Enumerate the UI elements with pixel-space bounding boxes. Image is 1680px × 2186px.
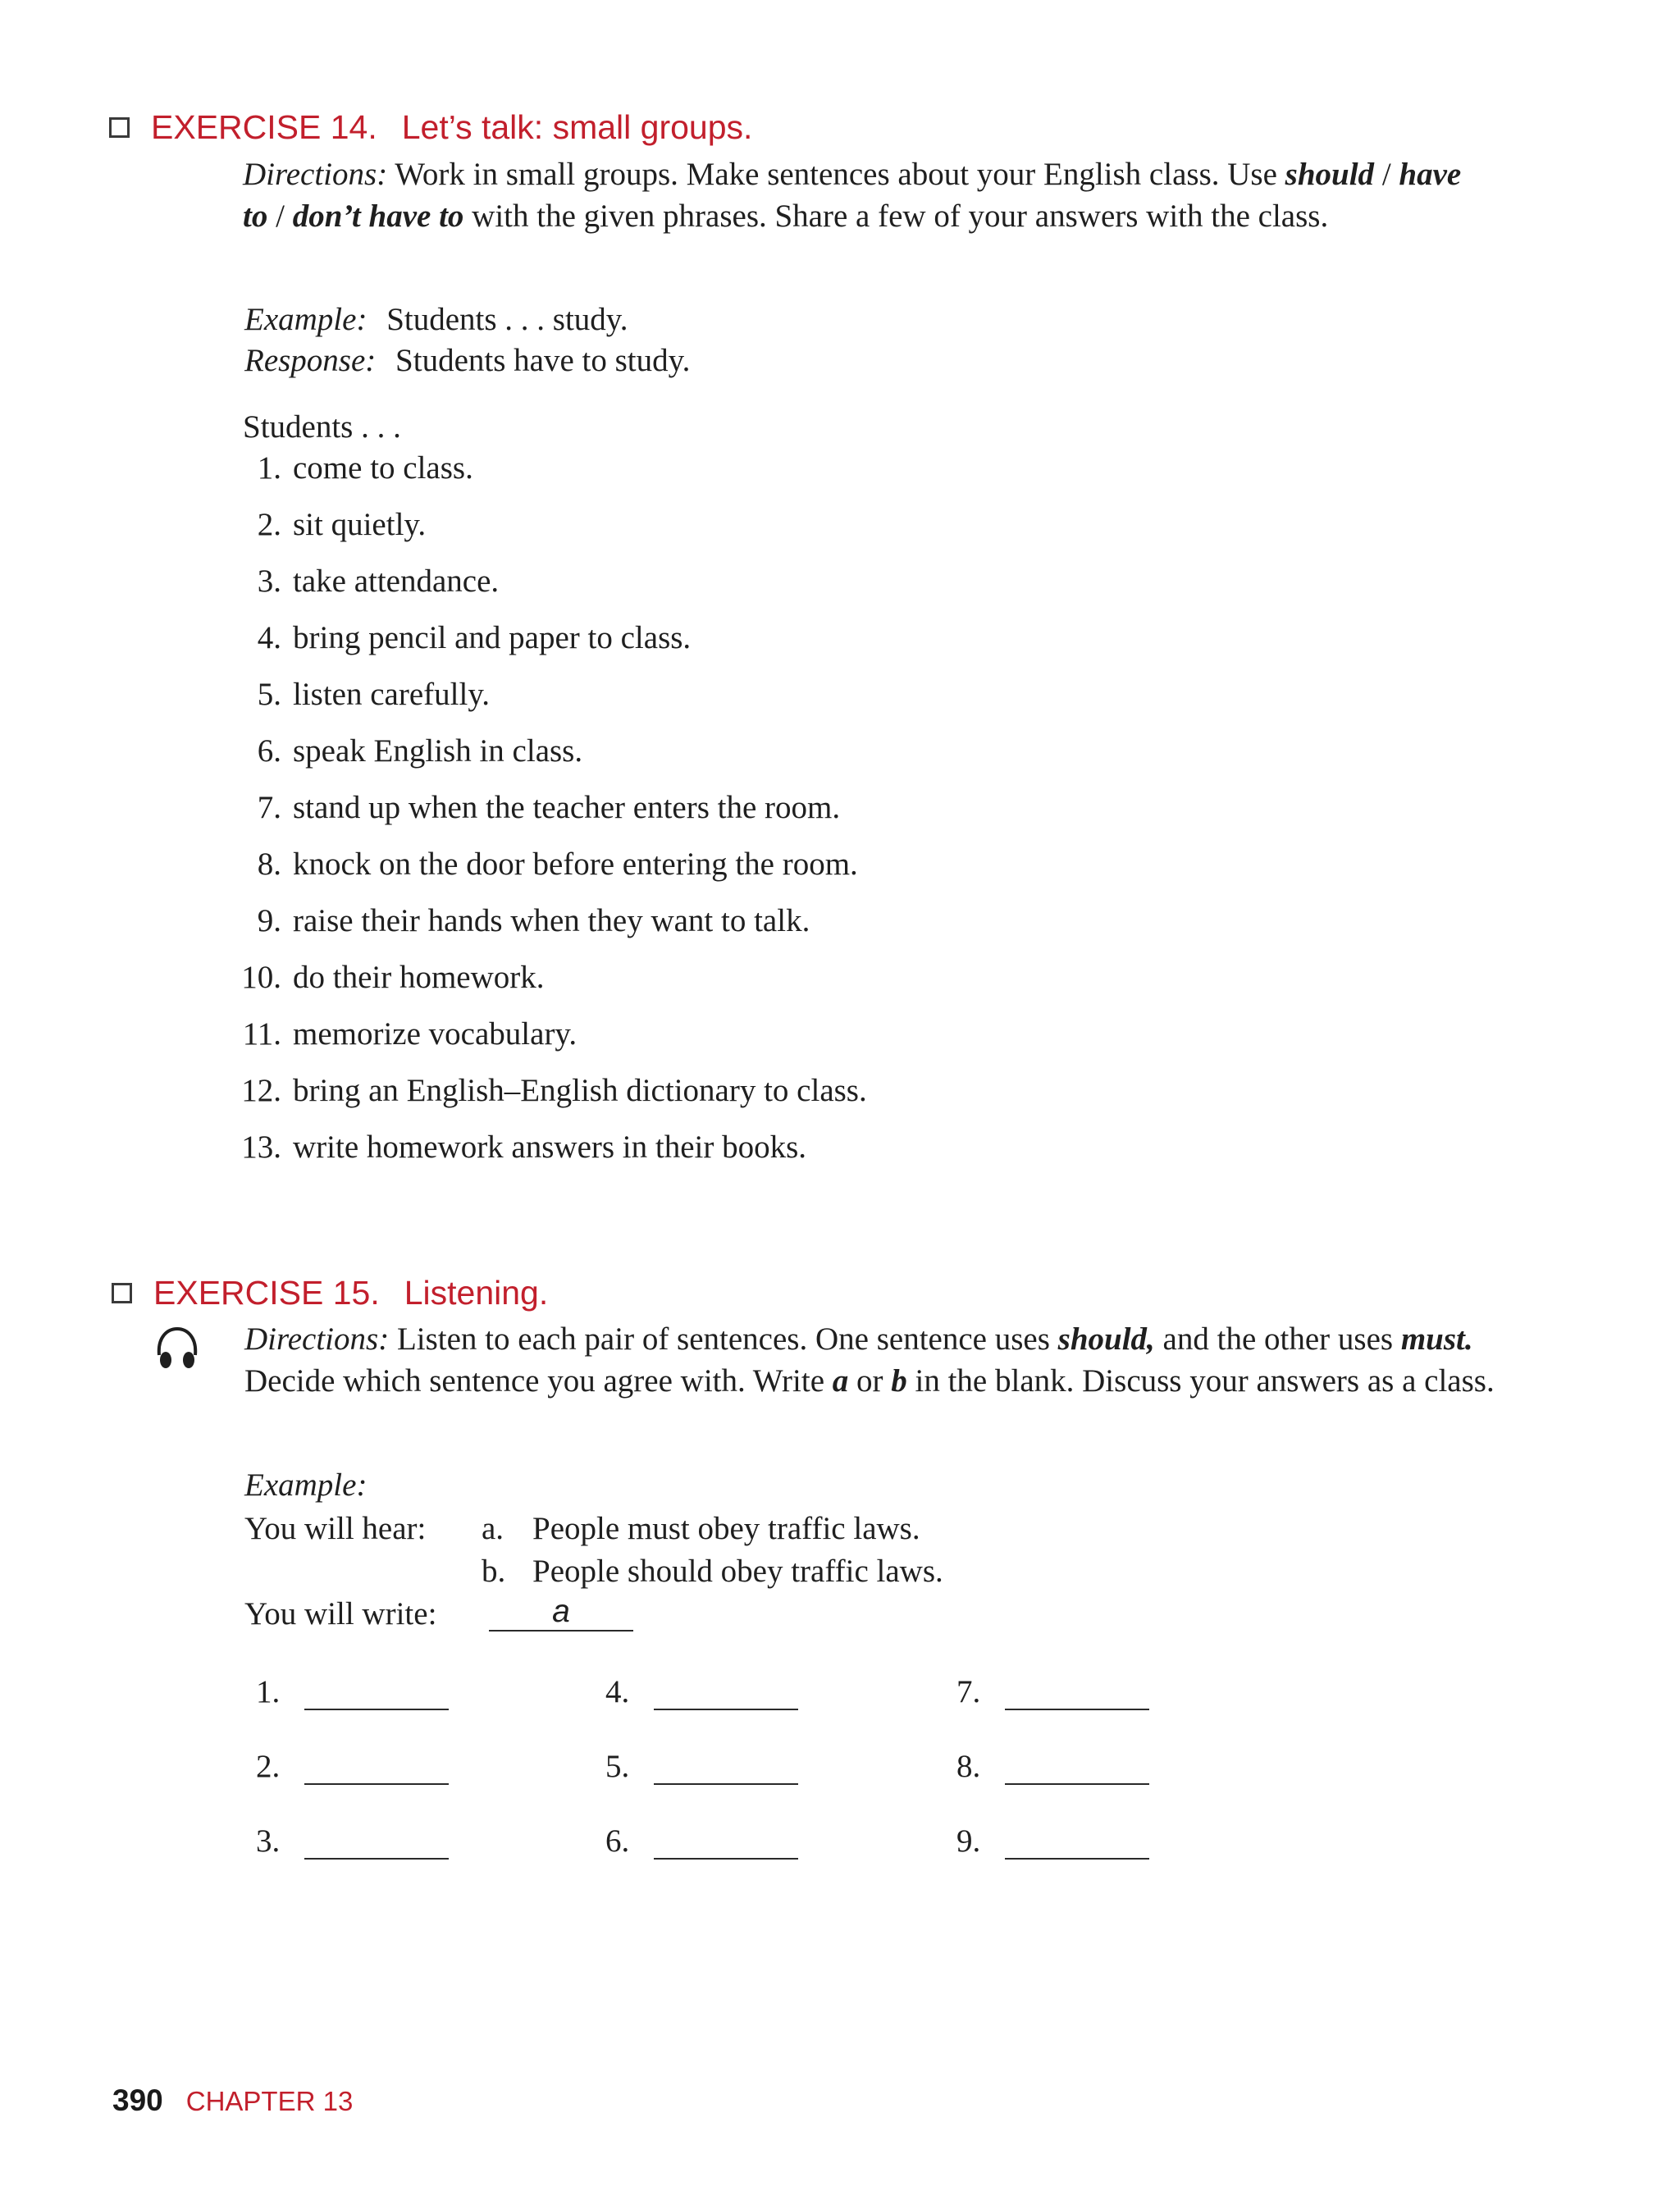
answer-line[interactable] [654, 1833, 798, 1860]
list-item [232, 956, 867, 1013]
blank-number: 7. [956, 1674, 981, 1709]
directions-text: Listen to each pair of sentences. One sentence uses [389, 1321, 1058, 1357]
answer-line[interactable] [1005, 1684, 1149, 1710]
answer-line[interactable] [304, 1684, 449, 1710]
keyword-dont-have-to: don’t have to [292, 199, 464, 234]
item-number: 4. [257, 620, 281, 655]
keyword-have-to: have to [243, 157, 1462, 234]
item-number: 6. [257, 733, 281, 769]
list-item [232, 787, 867, 843]
list-item [232, 900, 867, 956]
exercise-14-list [232, 447, 867, 1183]
answer-blank-1[interactable] [256, 1673, 449, 1710]
list-item [232, 1070, 867, 1126]
directions-label: Directions: [244, 1321, 390, 1357]
item-text: write homework answers in their books. [293, 1130, 807, 1165]
item-number: 9. [257, 903, 281, 938]
list-item [232, 447, 867, 504]
hear-b-letter: b. [482, 1554, 506, 1589]
directions-text: with the given phrases. Share a few of your answers with the class. [463, 199, 1329, 234]
answer-line[interactable] [654, 1759, 798, 1785]
item-text: sit quietly. [293, 507, 427, 542]
hear-label: You will hear: [244, 1511, 427, 1546]
item-text: take attendance. [293, 564, 500, 599]
blank-number: 2. [256, 1749, 281, 1784]
answer-line[interactable] [304, 1833, 449, 1860]
headphones-icon [153, 1326, 202, 1371]
directions-text: and the other uses [1154, 1321, 1401, 1357]
item-number: 1. [257, 450, 281, 486]
list-lead: Students . . . [243, 409, 401, 445]
answer-blank-3[interactable] [256, 1823, 449, 1860]
separator: / [267, 199, 293, 234]
item-number: 11. [242, 1016, 281, 1052]
hear-b-text: People should obey traffic laws. [532, 1554, 943, 1589]
answer-blank-4[interactable] [605, 1673, 798, 1710]
list-item [232, 504, 867, 560]
example-text: Students . . . study. [386, 302, 628, 337]
answer-line[interactable] [654, 1684, 798, 1710]
directions-text: Work in small groups. Make sentences about your English class. Use [387, 157, 1285, 192]
item-text: memorize vocabulary. [293, 1016, 578, 1052]
exercise-title: Let’s talk: small groups. [401, 108, 753, 146]
item-number: 2. [257, 507, 281, 542]
item-number: 3. [257, 564, 281, 599]
keyword-a: a [832, 1363, 849, 1399]
list-item [232, 730, 867, 787]
blank-number: 3. [256, 1823, 281, 1859]
directions-label: Directions: [243, 157, 388, 192]
list-item [232, 560, 867, 617]
example-label: Example: [244, 302, 368, 337]
answer-blank-5[interactable] [605, 1748, 798, 1785]
item-text: listen carefully. [293, 677, 491, 712]
item-number: 8. [257, 847, 281, 882]
exercise-15-heading [112, 1274, 548, 1312]
example-answer-blank: a [489, 1595, 633, 1632]
list-item [232, 673, 867, 730]
page-footer [112, 2083, 353, 2118]
item-number: 13. [241, 1130, 281, 1165]
item-number: 10. [241, 960, 281, 995]
blank-number: 4. [605, 1674, 630, 1709]
response-text: Students have to study. [395, 343, 691, 378]
answer-blank-8[interactable] [956, 1748, 1149, 1785]
exercise-number: EXERCISE 15. [153, 1274, 380, 1312]
list-item [232, 1126, 867, 1183]
exercise-14-directions [243, 153, 1473, 237]
item-text: come to class. [293, 450, 473, 486]
exercise-number: EXERCISE 14. [151, 108, 377, 146]
exercise-checkbox[interactable] [109, 117, 130, 138]
item-number: 7. [257, 790, 281, 825]
example-label-text: Example: [244, 1467, 368, 1503]
item-text: knock on the door before entering the room. [293, 847, 858, 882]
directions-text: or [848, 1363, 892, 1399]
blank-number: 9. [956, 1823, 981, 1859]
blank-number: 8. [956, 1749, 981, 1784]
directions-text: in the blank. Discuss your answers as a class. [906, 1363, 1495, 1399]
separator: / [1374, 157, 1399, 192]
response-line [244, 340, 690, 381]
answer-blank-7[interactable] [956, 1673, 1149, 1710]
keyword-should: should [1285, 157, 1375, 192]
item-text: speak English in class. [293, 733, 583, 769]
list-item [232, 843, 867, 900]
page-number: 390 [112, 2083, 163, 2117]
exercise-checkbox[interactable] [112, 1283, 132, 1303]
answer-blank-2[interactable] [256, 1748, 449, 1785]
item-text: bring an English–English dictionary to class. [293, 1073, 867, 1108]
item-number: 12. [241, 1073, 281, 1108]
hear-a-text: People must obey traffic laws. [532, 1511, 920, 1546]
list-item [232, 617, 867, 673]
item-text: do their homework. [293, 960, 545, 995]
item-text: bring pencil and paper to class. [293, 620, 692, 655]
answer-blank-9[interactable] [956, 1823, 1149, 1860]
response-label: Response: [244, 343, 377, 378]
example-line [244, 299, 628, 340]
chapter-label: CHAPTER 13 [185, 2086, 354, 2116]
answer-line[interactable] [1005, 1759, 1149, 1785]
keyword-must: must. [1400, 1321, 1473, 1357]
example-label [244, 1464, 367, 1506]
directions-text: Decide which sentence you agree with. Write [244, 1363, 833, 1399]
exercise-14-heading [109, 108, 752, 147]
item-number: 5. [257, 677, 281, 712]
blank-number: 5. [605, 1749, 630, 1784]
keyword-should: should, [1057, 1321, 1155, 1357]
exercise-15-directions [244, 1318, 1524, 1402]
answer-line[interactable] [304, 1759, 449, 1785]
answer-blank-6[interactable] [605, 1823, 798, 1860]
blank-number: 1. [256, 1674, 281, 1709]
item-text: raise their hands when they want to talk. [293, 903, 810, 938]
hear-a-letter: a. [482, 1511, 504, 1546]
blank-number: 6. [605, 1823, 630, 1859]
list-item [232, 1013, 867, 1070]
write-label: You will write: [244, 1596, 437, 1632]
exercise-title: Listening. [404, 1274, 549, 1312]
answer-line[interactable] [1005, 1833, 1149, 1860]
keyword-b: b [891, 1363, 907, 1399]
item-text: stand up when the teacher enters the room. [293, 790, 841, 825]
